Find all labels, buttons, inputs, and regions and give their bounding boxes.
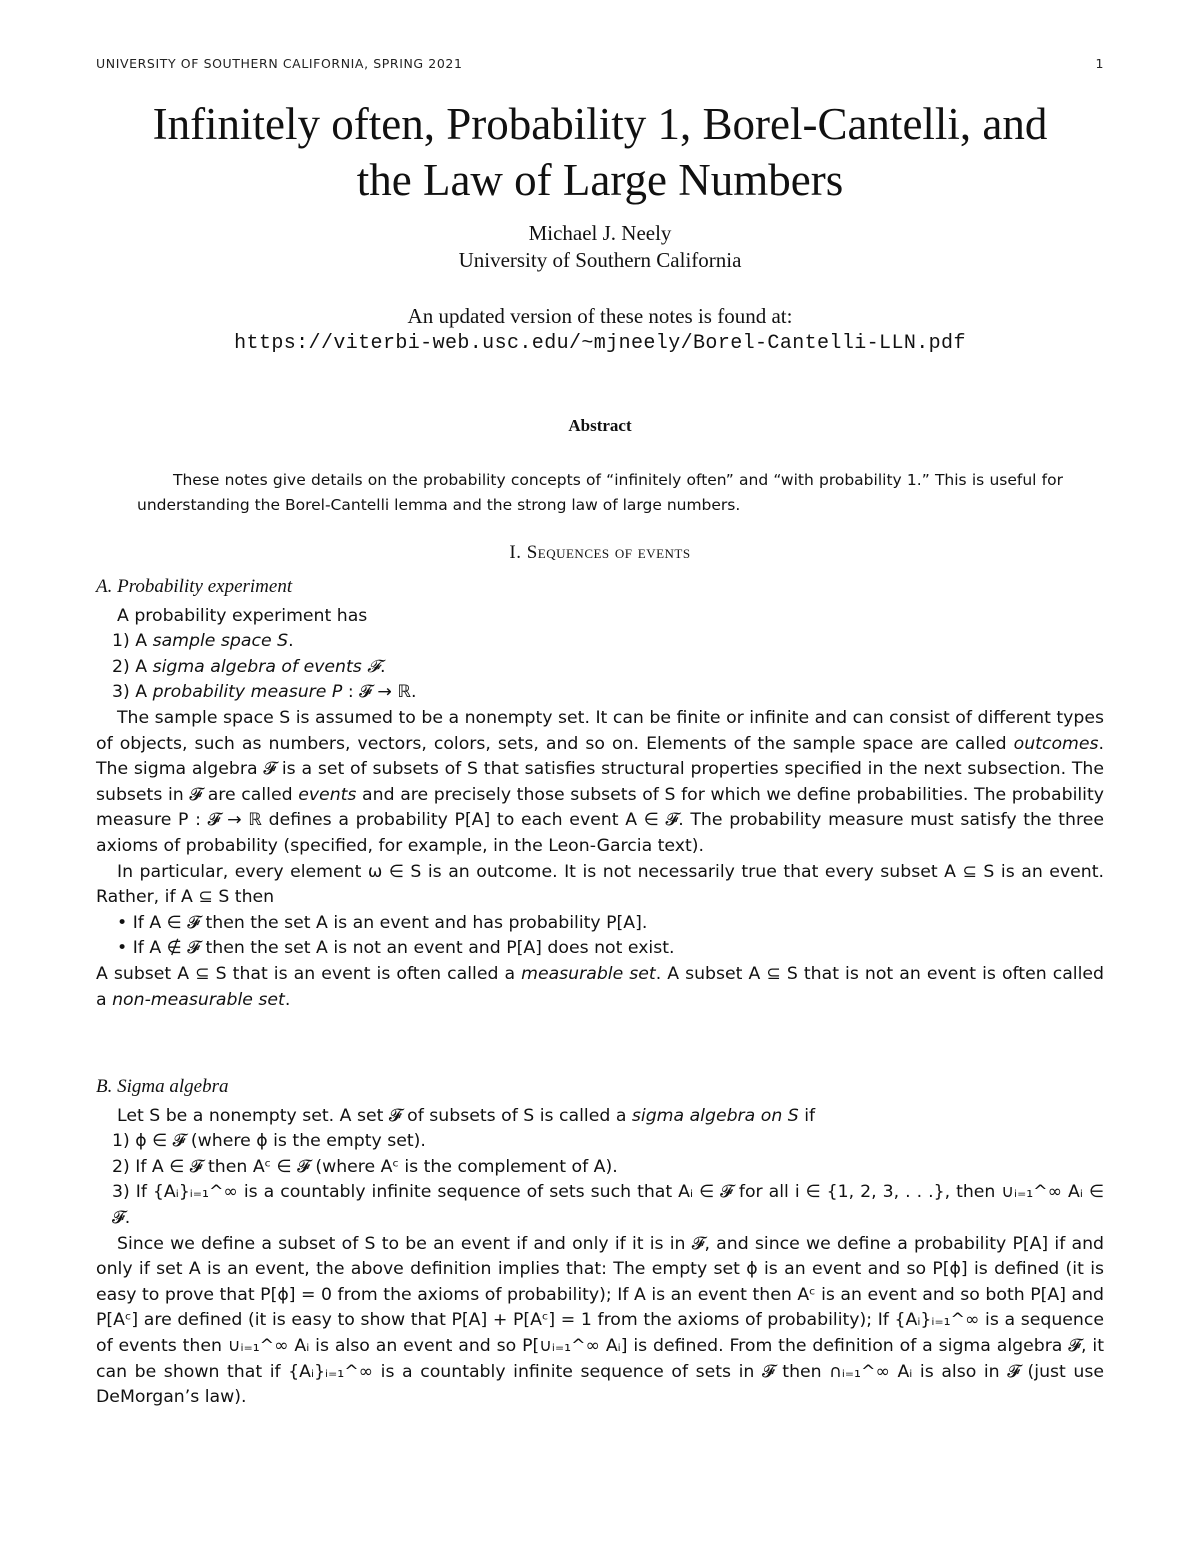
bullet-item: • If A ∈ 𝓕 then the set A is an event and has probability P[A].	[117, 912, 648, 933]
paragraph	[96, 962, 1104, 1013]
term-outcomes: outcomes	[1013, 733, 1099, 754]
item-lead: A	[135, 682, 148, 703]
item-term: sample space S	[152, 631, 289, 652]
paragraph	[96, 706, 1104, 860]
paragraph-text: .	[284, 989, 291, 1010]
paragraph-text: if	[798, 1105, 816, 1126]
section-heading	[0, 542, 1200, 564]
running-head-text: UNIVERSITY OF SOUTHERN CALIFORNIA, SPRING 2021	[96, 56, 463, 71]
author-name: Michael J. Neely	[528, 221, 672, 245]
section-title: I. Sequences of events	[509, 542, 691, 563]
list-item: 3) If {Aᵢ}ᵢ₌₁^∞ is a countably infinite sequence of sets such that Aᵢ ∈ 𝓕 for all i ∈ {1, 2, 3, . . .}, then ∪ᵢ₌₁^∞ Aᵢ ∈ 𝓕.	[112, 1182, 1104, 1228]
subsection-a-heading: A. Probability experiment	[96, 576, 293, 597]
item-lead: A	[135, 656, 148, 677]
abstract-heading: Abstract	[568, 416, 632, 435]
term-measurable-set: measurable set	[521, 963, 656, 984]
list-item	[96, 629, 1104, 655]
notes-url[interactable]: https://viterbi-web.usc.edu/~mjneely/Borel-Cantelli-LLN.pdf	[234, 332, 966, 355]
item-number: 1)	[112, 631, 130, 652]
item-term: probability measure P	[152, 682, 343, 703]
paragraph-text: . A subset A ⊆ S that is not an event is often called a	[96, 963, 1104, 1010]
paragraph-text: Let S be a nonempty set. A set 𝓕 of subsets of S is called a	[117, 1105, 632, 1126]
bullet-text: If A ∈ 𝓕 then the set A is an event and has probability P[A].	[132, 912, 648, 933]
item-number: 3)	[112, 682, 130, 703]
list-item	[96, 680, 1104, 706]
item-end: : 𝓕 → ℝ.	[342, 682, 417, 703]
term-events: events	[298, 784, 357, 805]
paragraph-text: . The sigma algebra 𝓕 is a set of subsets of S that satisfies structural properties specified in the next subsection. The subsets in 𝓕 are called	[96, 733, 1104, 805]
running-head	[96, 56, 1104, 71]
paragraph-text: The sample space S is assumed to be a nonempty set. It can be finite or infinite and can consist of different types of objects, such as numbers, vectors, colors, sets, and so on. Elements of the sample space are called	[96, 707, 1104, 754]
subsection-b	[96, 1074, 1104, 1411]
author-affiliation: University of Southern California	[458, 248, 742, 272]
list-item	[96, 655, 1104, 681]
list-item: 1) ϕ ∈ 𝓕 (where ϕ is the empty set).	[112, 1131, 426, 1152]
item-term: sigma algebra of events 𝓕	[152, 656, 381, 677]
updated-version-note	[0, 302, 1200, 358]
bullet-item: • If A ∉ 𝓕 then the set A is not an event and P[A] does not exist.	[117, 938, 675, 959]
item-lead: A	[135, 631, 148, 652]
title-line-1: Infinitely often, Probability 1, Borel-Cantelli, and	[152, 99, 1048, 149]
author-block	[0, 220, 1200, 274]
abstract-text: These notes give details on the probability concepts of “infinitely often” and “with probability 1.” This is useful for understanding the Borel-Cantelli lemma and the strong law of large numbers.	[137, 470, 1063, 514]
item-number: 2)	[112, 656, 130, 677]
subsection-b-heading: B. Sigma algebra	[96, 1076, 229, 1097]
item-end: .	[288, 631, 294, 652]
paragraph-text: and are precisely those subsets of S for which we define probabilities. The probability measure P : 𝓕 → ℝ defines a probability P[A] to each event A ∈ 𝓕. The probability measure must satisfy the three axioms of probability (specified, for example, in the Leon-Garcia text).	[96, 784, 1104, 856]
paper-title	[60, 96, 1140, 208]
term-sigma-algebra: sigma algebra on S	[631, 1105, 799, 1126]
page-number: 1	[1095, 56, 1104, 71]
paragraph: Since we define a subset of S to be an event if and only if it is in 𝓕, and since we define a probability P[A] if and only if set A is an event, the above definition implies that: The empty set ϕ is an event and so P[ϕ] is defined (it is easy to prove that P[ϕ] = 0 from the axioms of probability); If A is an event then Aᶜ is an event and so both P[A] and P[Aᶜ] are defined (it is easy to show that P[A] + P[Aᶜ] = 1 from the axioms of probability); If {Aᵢ}ᵢ₌₁^∞ is a sequence of events then ∪ᵢ₌₁^∞ Aᵢ is also an event and so P[∪ᵢ₌₁^∞ Aᵢ] is defined. From the definition of a sigma algebra 𝓕, it can be shown that if {Aᵢ}ᵢ₌₁^∞ is a countably infinite sequence of sets in 𝓕 then ∩ᵢ₌₁^∞ Aᵢ is also in 𝓕 (just use DeMorgan’s law).	[96, 1233, 1104, 1408]
note-text: An updated version of these notes is found at:	[407, 304, 793, 328]
item-end: .	[380, 656, 386, 677]
list-item: 2) If A ∈ 𝓕 then Aᶜ ∈ 𝓕 (where Aᶜ is the complement of A).	[112, 1156, 618, 1177]
bullet-text: If A ∉ 𝓕 then the set A is not an event and P[A] does not exist.	[132, 938, 675, 959]
term-non-measurable-set: non-measurable set	[112, 989, 285, 1010]
paragraph: In particular, every element ω ∈ S is an outcome. It is not necessarily true that every subset A ⊆ S is an event. Rather, if A ⊆ S then	[96, 861, 1104, 908]
paragraph-text: A subset A ⊆ S that is an event is often called a	[96, 963, 522, 984]
title-line-2: the Law of Large Numbers	[356, 155, 844, 205]
subsection-a-intro: A probability experiment has	[117, 605, 368, 626]
subsection-a	[96, 574, 1104, 1013]
subsection-b-intro	[96, 1104, 1104, 1130]
